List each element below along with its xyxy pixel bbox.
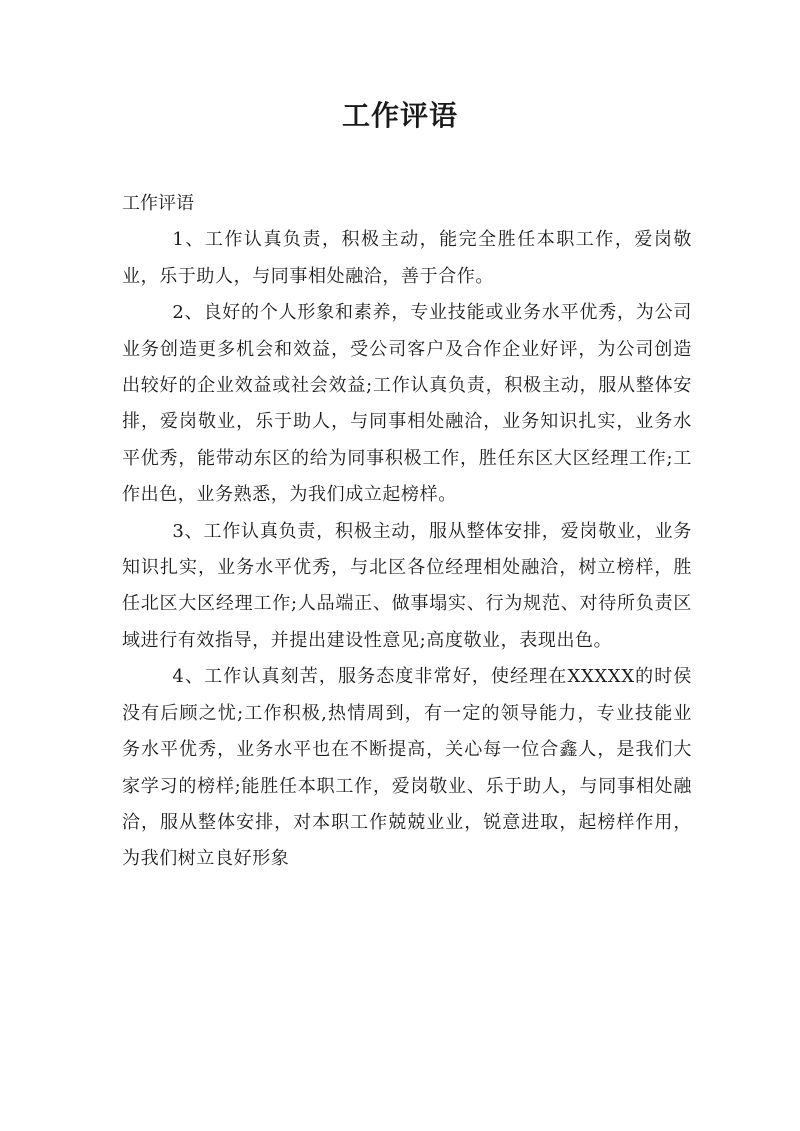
paragraph-2: 2、良好的个人形象和素养，专业技能或业务水平优秀，为公司业务创造更多机会和效益，受公司客户及合作企业好评，为公司创造出较好的企业效益或社会效益;工作认真负责，积极主动，服从整体安排，爱岗敬业，乐于助人，与同事相处融洽，业务知识扎实，业务水平优秀，能带动东区的给为同事积极工作，胜任东区大区经理工作;工作出色，业务熟悉，为我们成立起榜样。	[122, 302, 692, 506]
section-heading: 工作评语	[122, 193, 194, 214]
document-title: 工作评语	[341, 99, 458, 132]
paragraph-3: 3、工作认真负责，积极主动，服从整体安排，爱岗敬业，业务知识扎实，业务水平优秀，与北区各位经理相处融洽，树立榜样，胜任北区大区经理工作;人品端正、做事塌实、行为规范、对待所负责区域进行有效指导，并提出建设性意见;高度敬业，表现出色。	[122, 520, 692, 651]
paragraph-4: 4、工作认真刻苦，服务态度非常好，使经理在XXXXX的时侯没有后顾之忧;工作积极,热情周到，有一定的领导能力，专业技能业务水平优秀，业务水平也在不断提高，关心每一位合鑫人，是我们大家学习的榜样;能胜任本职工作，爱岗敬业、乐于助人，与同事相处融洽，服从整体安排，对本职工作兢兢业业，锐意进取，起榜样作用，为我们树立良好形象	[122, 666, 692, 870]
document-body	[122, 186, 692, 878]
paragraph-1: 1、工作认真负责，积极主动，能完全胜任本职工作，爱岗敬业，乐于助人，与同事相处融洽，善于合作。	[122, 229, 692, 287]
